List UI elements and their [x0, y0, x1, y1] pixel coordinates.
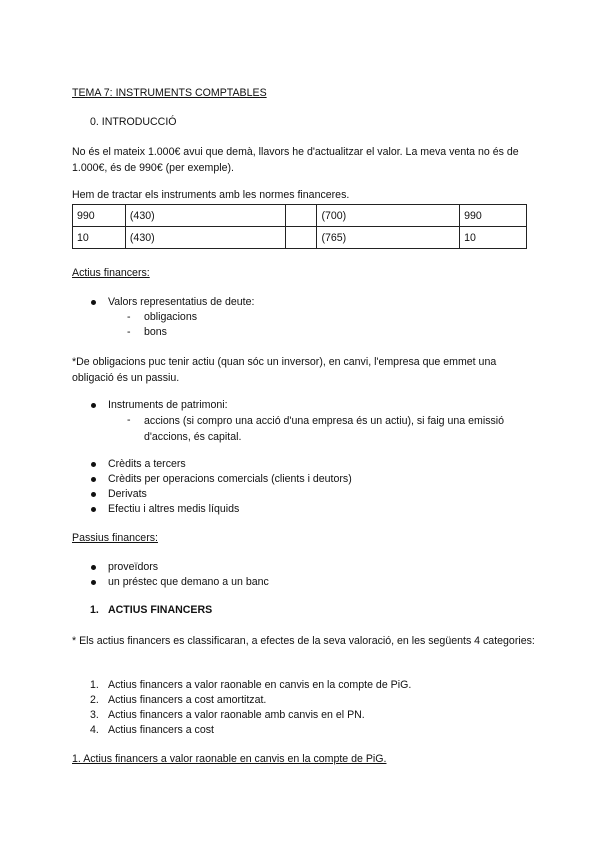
- bullet-icon: [91, 477, 96, 482]
- list-number: 4.: [90, 724, 99, 736]
- table-cell: (430): [125, 205, 285, 227]
- table-cell: [285, 227, 317, 249]
- list-number: 3.: [90, 709, 99, 721]
- list-item: proveïdors: [108, 561, 159, 573]
- list-item-deute: Valors representatius de deute:: [108, 296, 255, 308]
- bullet-icon: [91, 403, 96, 408]
- intro-paragraph: No és el mateix 1.000€ avui que demà, llavors he d'actualitzar el valor. La meva venta no és de 1.000€, és de 990€ (per exemple).: [72, 146, 519, 174]
- table-cell: 990: [73, 205, 126, 227]
- list-subitem: accions (si compro una acció d'una empresa és un actiu), si faig una emissió d'accions, és capital.: [144, 415, 505, 443]
- passius-financers-heading: Passius financers:: [72, 532, 158, 544]
- table-cell: [285, 205, 317, 227]
- obligacions-note: *De obligacions puc tenir actiu (quan sóc un inversor), en canvi, l'empresa que emmet una obligació és un passiu.: [72, 356, 497, 384]
- dash-icon: -: [127, 311, 131, 323]
- bullet-icon: [91, 565, 96, 570]
- categories-note: * Els actius financers es classificaran, a efectes de la seva valoració, en les següents 4 categories:: [72, 635, 535, 647]
- table-cell: 990: [460, 205, 527, 227]
- amounts-table: [72, 204, 527, 249]
- table-cell: (700): [317, 205, 460, 227]
- bullet-icon: [91, 507, 96, 512]
- dash-icon: -: [127, 414, 131, 426]
- section-number: 1.: [90, 604, 99, 616]
- list-item: Actius financers a valor raonable amb canvis en el PN.: [108, 709, 365, 721]
- table-cell: (430): [125, 227, 285, 249]
- subsection-heading: 1. Actius financers a valor raonable en canvis en la compte de PiG.: [72, 753, 387, 765]
- list-item: un préstec que demano a un banc: [108, 576, 269, 588]
- table-cell: 10: [73, 227, 126, 249]
- bullet-icon: [91, 580, 96, 585]
- list-item: Efectiu i altres medis líquids: [108, 503, 240, 515]
- list-subitem: obligacions: [144, 311, 198, 323]
- list-subitem: bons: [144, 326, 167, 338]
- section-heading-introduccio: 0. INTRODUCCIÓ: [90, 116, 177, 128]
- list-item: Derivats: [108, 488, 147, 500]
- list-item: Actius financers a valor raonable en canvis en la compte de PiG.: [108, 679, 412, 691]
- list-number: 2.: [90, 694, 99, 706]
- list-item: Actius financers a cost amortitzat.: [108, 694, 267, 706]
- list-item: Crèdits per operacions comercials (clients i deutors): [108, 473, 352, 485]
- document-title: TEMA 7: INSTRUMENTS COMPTABLES: [72, 87, 267, 99]
- list-item: Crèdits a tercers: [108, 458, 186, 470]
- intro-table-caption: Hem de tractar els instruments amb les normes financeres.: [72, 189, 350, 201]
- bullet-icon: [91, 462, 96, 467]
- bullet-icon: [91, 300, 96, 305]
- bullet-icon: [91, 492, 96, 497]
- table-row: [73, 205, 527, 227]
- list-item: Actius financers a cost: [108, 724, 214, 736]
- list-number: 1.: [90, 679, 99, 691]
- actius-financers-heading: Actius financers:: [72, 267, 150, 279]
- list-item-patrimoni: Instruments de patrimoni:: [108, 399, 228, 411]
- table-row: [73, 227, 527, 249]
- table-cell: (765): [317, 227, 460, 249]
- section-heading-actius-financers: ACTIUS FINANCERS: [108, 604, 213, 616]
- dash-icon: -: [127, 326, 131, 338]
- table-cell: 10: [460, 227, 527, 249]
